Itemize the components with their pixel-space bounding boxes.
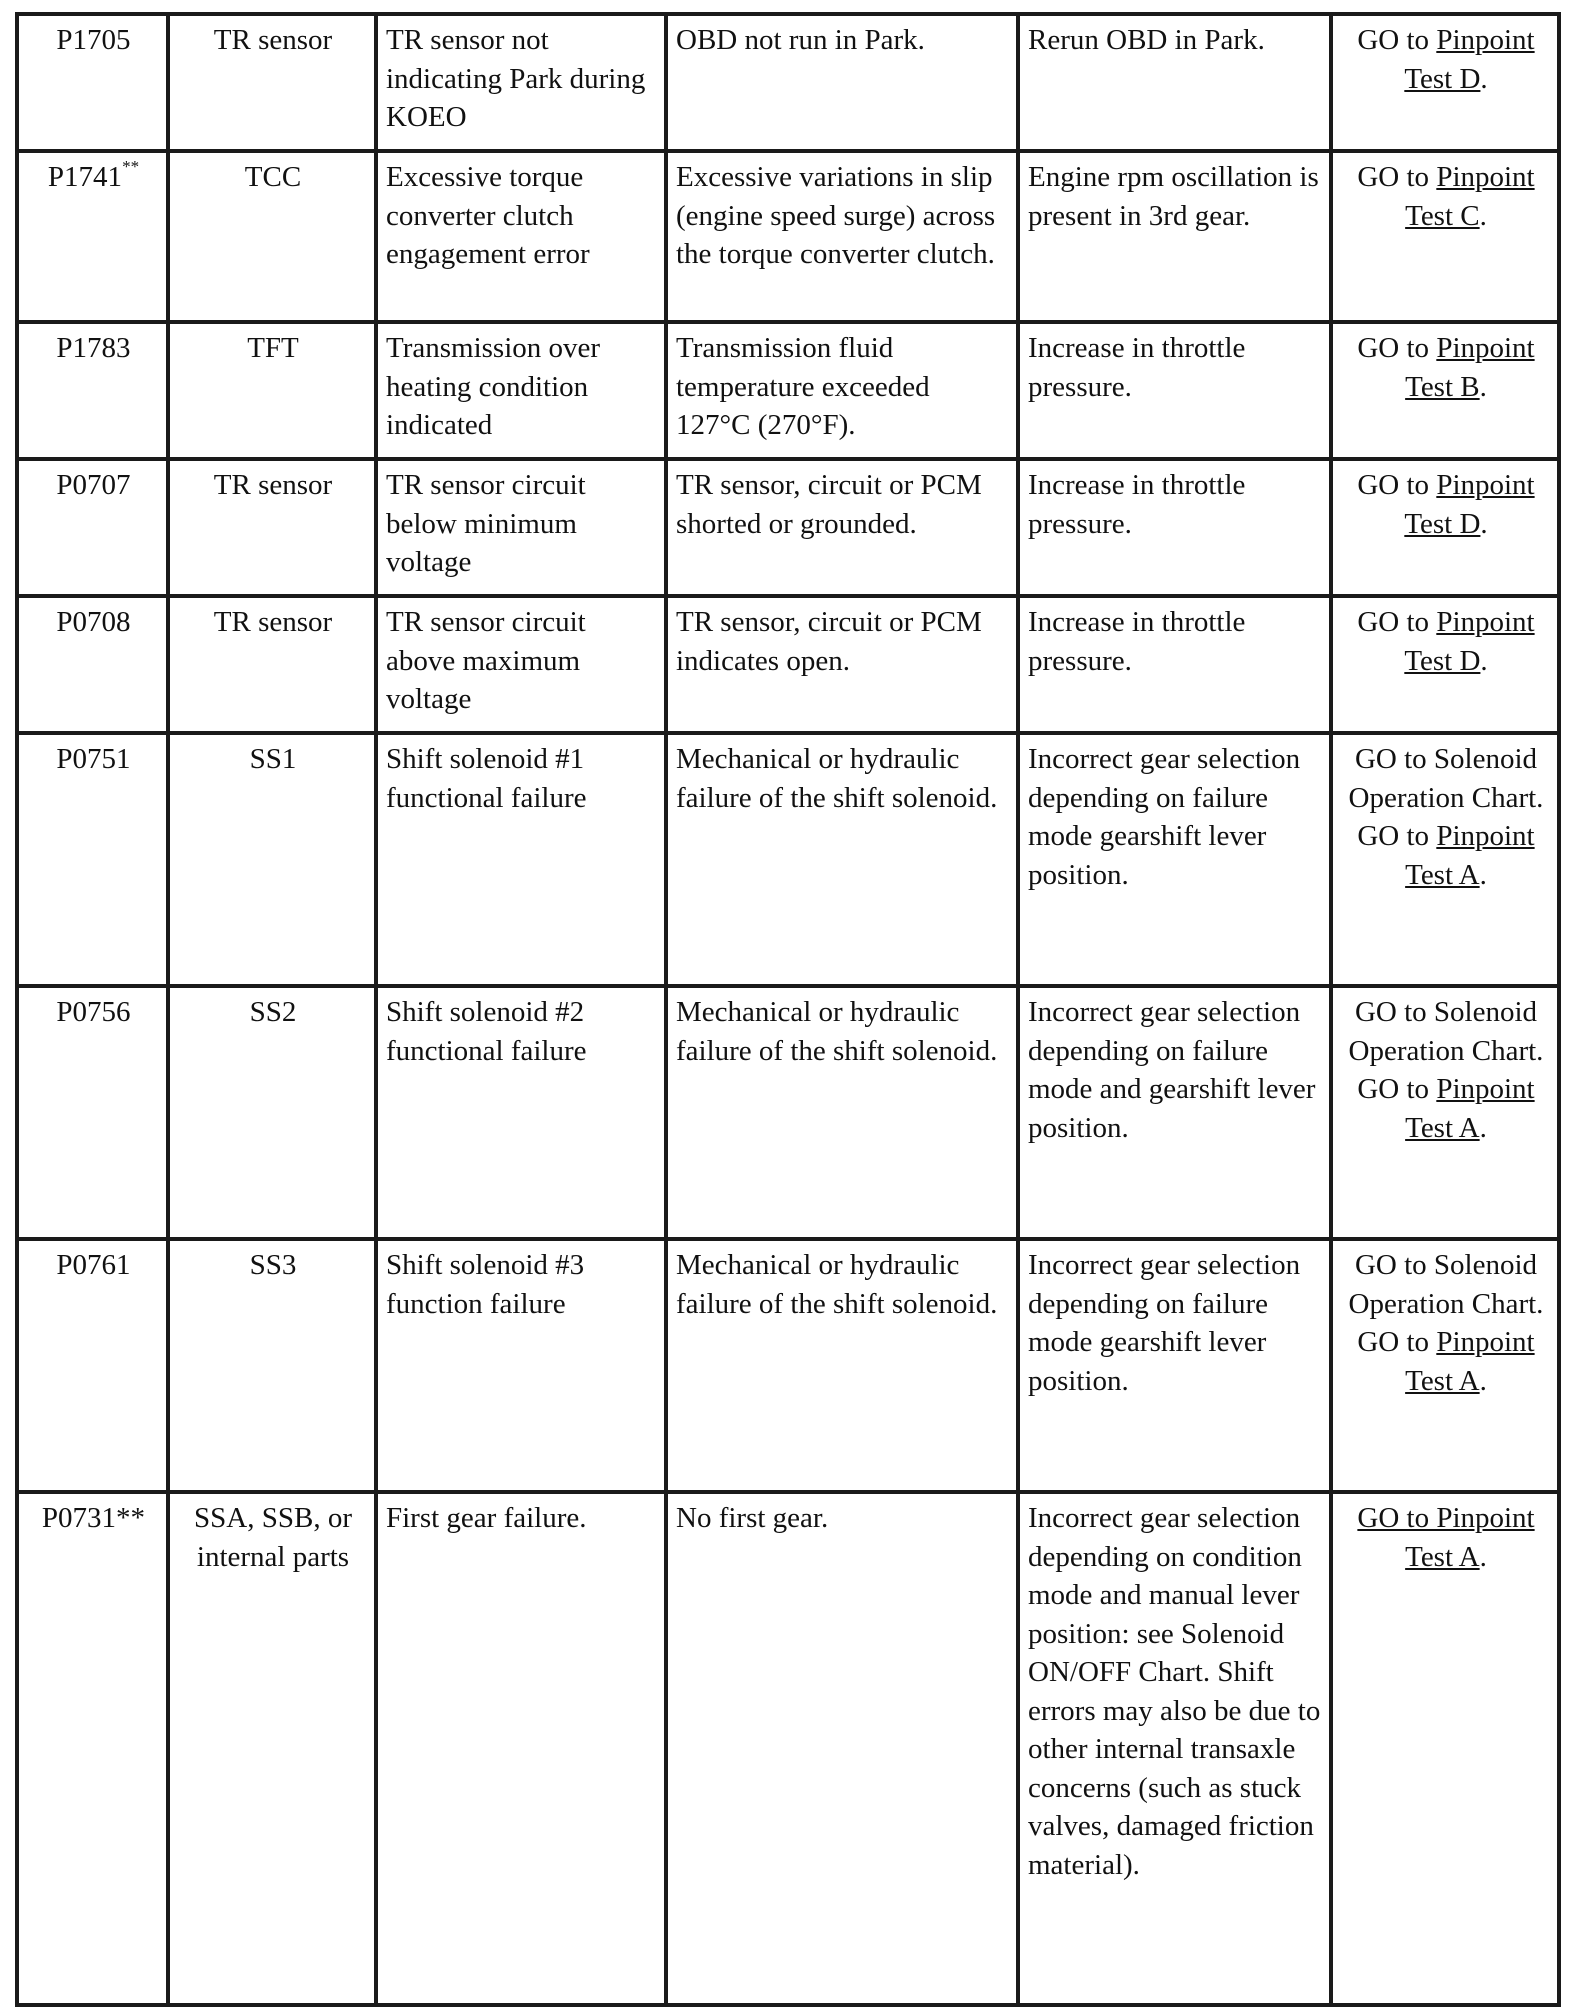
condition-cell: No first gear. [666, 1492, 1018, 2005]
dtc-code-cell: P1705 [17, 14, 168, 151]
table-row [17, 151, 1559, 322]
action-cell: GO to Pinpoint Test A. [1331, 1492, 1559, 2005]
pinpoint-test-link[interactable]: Pinpoint Test A [1405, 820, 1535, 891]
table-row [17, 596, 1559, 733]
component-cell: TR sensor [168, 459, 376, 596]
component-cell: SS2 [168, 986, 376, 1239]
action-cell: GO to Solenoid Operation Chart. GO to Pinpoint Test A. [1331, 986, 1559, 1239]
pinpoint-test-link[interactable]: Pinpoint Test A [1405, 1073, 1535, 1144]
dtc-code-cell: P1783 [17, 322, 168, 459]
component-cell: TR sensor [168, 14, 376, 151]
description-cell: Transmission over heating condition indicated [376, 322, 666, 459]
symptom-cell: Increase in throttle pressure. [1018, 459, 1331, 596]
component-cell: SS3 [168, 1239, 376, 1492]
table-row [17, 986, 1559, 1239]
description-cell: TR sensor circuit below minimum voltage [376, 459, 666, 596]
component-cell: SS1 [168, 733, 376, 986]
description-cell: Shift solenoid #3 function failure [376, 1239, 666, 1492]
dtc-code-cell: P0707 [17, 459, 168, 596]
condition-cell: Transmission fluid temperature exceeded 127°C (270°F). [666, 322, 1018, 459]
action-cell: GO to Pinpoint Test B. [1331, 322, 1559, 459]
action-cell: GO to Pinpoint Test D. [1331, 596, 1559, 733]
symptom-cell: Incorrect gear selection depending on failure mode and gearshift lever position. [1018, 986, 1331, 1239]
symptom-cell: Rerun OBD in Park. [1018, 14, 1331, 151]
symptom-cell: Incorrect gear selection depending on condition mode and manual lever position: see Solenoid ON/OFF Chart. Shift errors may also be due to other internal transaxle concerns (such as stuck valves, damaged friction material). [1018, 1492, 1331, 2005]
dtc-code-cell: P0761 [17, 1239, 168, 1492]
condition-cell: Mechanical or hydraulic failure of the shift solenoid. [666, 733, 1018, 986]
dtc-table [15, 12, 1561, 2007]
pinpoint-test-link[interactable]: GO to Pinpoint Test A [1357, 1502, 1535, 1573]
action-cell: GO to Pinpoint Test D. [1331, 14, 1559, 151]
dtc-code-cell: P0756 [17, 986, 168, 1239]
pinpoint-test-link[interactable]: Pinpoint Test D [1404, 24, 1535, 95]
action-cell: GO to Pinpoint Test D. [1331, 459, 1559, 596]
table-row [17, 1492, 1559, 2005]
component-cell: SSA, SSB, or internal parts [168, 1492, 376, 2005]
pinpoint-test-link[interactable]: Pinpoint Test B [1405, 332, 1535, 403]
component-cell: TCC [168, 151, 376, 322]
pinpoint-test-link[interactable]: Pinpoint Test C [1405, 161, 1535, 232]
table-row [17, 322, 1559, 459]
table-row [17, 733, 1559, 986]
symptom-cell: Engine rpm oscillation is present in 3rd gear. [1018, 151, 1331, 322]
description-cell: TR sensor circuit above maximum voltage [376, 596, 666, 733]
component-cell: TR sensor [168, 596, 376, 733]
description-cell: TR sensor not indicating Park during KOEO [376, 14, 666, 151]
dtc-code-cell: P0708 [17, 596, 168, 733]
action-cell: GO to Solenoid Operation Chart. GO to Pinpoint Test A. [1331, 1239, 1559, 1492]
table-row [17, 1239, 1559, 1492]
symptom-cell: Increase in throttle pressure. [1018, 596, 1331, 733]
condition-cell: Excessive variations in slip (engine speed surge) across the torque converter clutch. [666, 151, 1018, 322]
symptom-cell: Increase in throttle pressure. [1018, 322, 1331, 459]
pinpoint-test-link[interactable]: Pinpoint Test D [1404, 606, 1535, 677]
description-cell: Excessive torque converter clutch engagement error [376, 151, 666, 322]
condition-cell: TR sensor, circuit or PCM shorted or grounded. [666, 459, 1018, 596]
action-cell: GO to Pinpoint Test C. [1331, 151, 1559, 322]
component-cell: TFT [168, 322, 376, 459]
symptom-cell: Incorrect gear selection depending on failure mode gearshift lever position. [1018, 1239, 1331, 1492]
pinpoint-test-link[interactable]: Pinpoint Test A [1405, 1326, 1535, 1397]
dtc-code-cell: P0751 [17, 733, 168, 986]
description-cell: Shift solenoid #1 functional failure [376, 733, 666, 986]
pinpoint-test-link[interactable]: Pinpoint Test D [1404, 469, 1535, 540]
condition-cell: TR sensor, circuit or PCM indicates open. [666, 596, 1018, 733]
table-row [17, 14, 1559, 151]
dtc-code-cell: P0731** [17, 1492, 168, 2005]
table-row [17, 459, 1559, 596]
dtc-code-cell: P1741** [17, 151, 168, 322]
description-cell: Shift solenoid #2 functional failure [376, 986, 666, 1239]
condition-cell: Mechanical or hydraulic failure of the shift solenoid. [666, 986, 1018, 1239]
action-cell: GO to Solenoid Operation Chart. GO to Pinpoint Test A. [1331, 733, 1559, 986]
description-cell: First gear failure. [376, 1492, 666, 2005]
symptom-cell: Incorrect gear selection depending on failure mode gearshift lever position. [1018, 733, 1331, 986]
condition-cell: OBD not run in Park. [666, 14, 1018, 151]
condition-cell: Mechanical or hydraulic failure of the shift solenoid. [666, 1239, 1018, 1492]
